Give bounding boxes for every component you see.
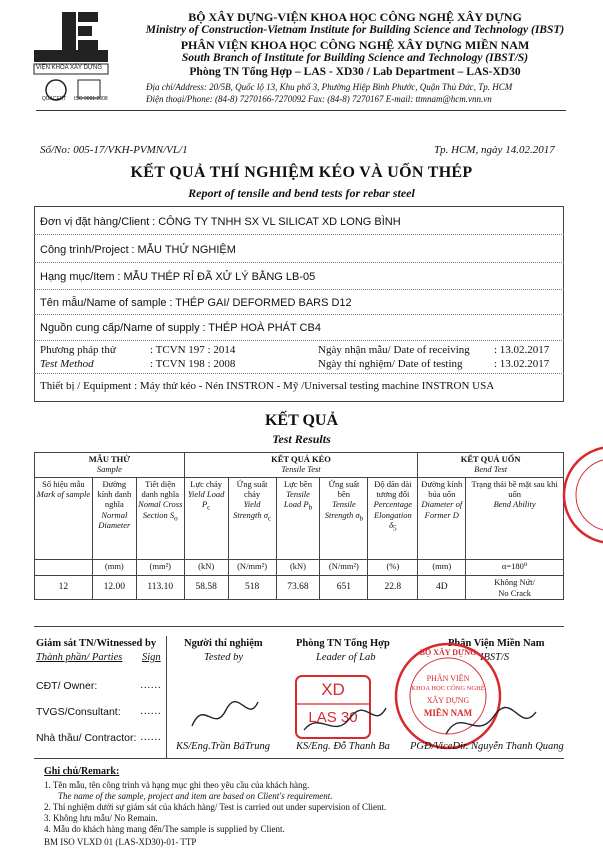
item-value: : MẪU THÉP RỈ ĐÃ XỬ LÝ BẰNG LB-05 <box>117 271 316 283</box>
supply-value: : THÉP HOÀ PHÁT CB4 <box>202 322 321 334</box>
table-column-header <box>35 478 564 560</box>
group-tensile <box>184 453 418 478</box>
branch-heading-en: IBST/S <box>480 652 510 663</box>
form-code: BM ISO VLXD 01 (LAS-XD30)-01- TTP <box>44 837 197 847</box>
col-area <box>136 478 184 560</box>
col-elongation-sub: 5 <box>393 524 397 533</box>
cell-state <box>466 576 564 600</box>
cell-state-2: No Crack <box>498 587 532 598</box>
stamp-round-top: BỘ XÂY DỰNG <box>419 648 477 657</box>
section-rule <box>34 626 564 627</box>
table-row <box>35 576 564 600</box>
col-yield-load-sub: c <box>207 504 211 513</box>
group-tensile-vi: KẾT QUẢ KÉO <box>271 454 331 464</box>
col-area-en: Nomal Cross Section S <box>138 499 183 520</box>
lab-signature <box>300 700 390 746</box>
report-subtitle: Report of tensile and bend tests for rebar steel <box>188 186 415 200</box>
unit-angle: α=180⁰ <box>466 560 564 576</box>
row-separator <box>34 262 564 263</box>
signature-divider <box>166 636 167 758</box>
group-bend-en: Bend Test <box>474 464 508 475</box>
equipment-value: : Máy thử kéo - Nén INSTRON - Mỹ /Universal testing machine INSTRON USA <box>134 380 495 392</box>
cell-tensile-strength: 651 <box>320 576 368 600</box>
branch-line-vi: PHÂN VIỆN KHOA HỌC CÔNG NGHỆ XÂY DỰNG MIỀN NAM <box>180 38 530 52</box>
client-row <box>40 216 401 228</box>
sample-label: Tên mẫu/Name of sample <box>40 297 167 309</box>
cell-yield-strength: 518 <box>228 576 276 600</box>
unit-former: (mm) <box>418 560 466 576</box>
stamp-xd-text: XD <box>321 680 345 699</box>
group-bend <box>418 453 564 478</box>
unit-tensile-load: (kN) <box>276 560 320 576</box>
results-subtitle: Test Results <box>272 432 331 446</box>
col-yield-load-vi: Lực chảy <box>190 479 223 489</box>
col-tensile-strength-en: Tensile Strength σ <box>324 499 360 520</box>
sample-row <box>40 297 352 309</box>
col-yield-strength <box>228 478 276 560</box>
col-mark-vi: Số hiệu mẫu <box>42 479 85 489</box>
branch-signature <box>440 700 540 746</box>
row-separator <box>34 340 564 341</box>
col-elongation-en: Percentage Elongation δ <box>373 499 413 530</box>
method-value-1: : TCVN 197 : 2014 <box>150 344 236 356</box>
col-yield-load <box>184 478 228 560</box>
col-area-sub: o <box>174 514 178 523</box>
row-separator <box>34 373 564 374</box>
quacert-mark: QUACERT <box>42 96 67 102</box>
cell-area: 113.10 <box>136 576 184 600</box>
unit-tensile-strength: (N/mm²) <box>320 560 368 576</box>
col-area-vi: Tiết diện danh nghĩa <box>141 479 180 500</box>
project-row <box>40 244 236 256</box>
col-tensile-strength-vi: Ứng suất bền <box>328 479 360 500</box>
stamp-las-text: LAS 30 <box>308 709 358 726</box>
client-value: : CÔNG TY TNHH SX VL SILICAT XD LONG BÌNH <box>152 216 401 228</box>
document-number: Số/No: 005-17/VKH-PVMN/VL/1 <box>40 144 188 156</box>
table-group-header <box>35 453 564 478</box>
col-tensile-load-vi: Lực bền <box>283 479 312 489</box>
col-tensile-load-en: Tensile Load P <box>283 489 310 510</box>
cell-yield-load: 58.58 <box>184 576 228 600</box>
cell-elongation: 22.8 <box>368 576 418 600</box>
col-elongation-vi: Độ dãn dài tương đối <box>374 479 412 500</box>
stamp-round-line4: MIỀN NAM <box>423 708 473 718</box>
col-state-vi: Trạng thái bề mặt sau khi uốn <box>471 479 558 500</box>
project-value: : MẪU THỬ NGHIỆM <box>131 244 236 256</box>
col-former-vi: Đường kính búa uốn <box>421 479 463 500</box>
owner-label: CĐT/ Owner: <box>36 680 98 692</box>
cell-tensile-load: 73.68 <box>276 576 320 600</box>
col-elongation <box>368 478 418 560</box>
testing-label: Ngày thí nghiệm/ Date of testing <box>318 358 463 370</box>
contractor-label: Nhà thầu/ Contractor: <box>36 732 137 744</box>
cell-state-1: Không Nứt/ <box>494 577 535 588</box>
owner-dots: …… <box>140 680 161 691</box>
group-sample-en: Sample <box>96 464 122 475</box>
item-row <box>40 271 315 283</box>
results-title: KẾT QUẢ <box>264 412 339 429</box>
tester-signature <box>186 690 266 740</box>
sign-label: Sign <box>142 652 161 663</box>
group-tensile-en: Tensile Test <box>281 464 321 475</box>
group-bend-vi: KẾT QUẢ UỐN <box>460 454 521 464</box>
address: Địa chỉ/Address: 20/5B, Quốc lộ 13, Khu phố 3, Phường Hiệp Bình Phước, Quận Thủ Đức, Tp. HCM <box>146 82 513 92</box>
col-former <box>418 478 466 560</box>
col-former-en: Diameter of Former D <box>421 499 463 520</box>
col-mark <box>35 478 93 560</box>
cell-mark: 12 <box>35 576 93 600</box>
consultant-label: TVGS/Consultant: <box>36 706 121 718</box>
col-tensile-load-sub: b <box>308 504 313 513</box>
testing-value: : 13.02.2017 <box>494 358 550 370</box>
section-rule <box>34 758 564 759</box>
col-yield-strength-sub: c <box>267 514 272 523</box>
cell-diam: 12.00 <box>92 576 136 600</box>
stamp-round-line1: PHÂN VIỆN <box>426 674 470 683</box>
unit-mark <box>35 560 93 576</box>
stamp-round-line2: KHOA HỌC CÔNG NGHỆ <box>411 685 485 692</box>
unit-area: (mm²) <box>136 560 184 576</box>
lab-line: Phòng TN Tổng Hợp – LAS - XD30 / Lab Department – LAS-XD30 <box>189 66 521 78</box>
supply-row <box>40 322 321 334</box>
item-label: Hạng mục/Item <box>40 271 115 283</box>
side-stamp <box>560 440 603 550</box>
remark-heading: Ghi chú/Remark: <box>44 766 120 777</box>
tester-heading: Người thí nghiệm <box>184 638 263 649</box>
row-separator <box>34 289 564 290</box>
remark-1-en: The name of the sample, project and item are based on Client's requirement. <box>58 791 333 801</box>
ministry-line-vi: BỘ XÂY DỰNG-VIỆN KHOA HỌC CÔNG NGHỆ XÂY DỰNG <box>188 10 522 24</box>
witness-heading: Giám sát TN/Witnessed by <box>36 638 157 649</box>
col-state-en: Bend Ability <box>493 499 536 510</box>
contractor-dots: …… <box>140 732 161 743</box>
col-mark-en: Mark of sample <box>36 489 91 500</box>
col-tensile-load <box>276 478 320 560</box>
header-rule <box>36 110 566 111</box>
col-tensile-strength-sub: b <box>359 514 364 523</box>
group-sample <box>35 453 185 478</box>
document-date: Tp. HCM, ngày 14.02.2017 <box>434 144 555 156</box>
branch-name: PGĐ/ViceDir. Nguyễn Thanh Quang <box>410 741 564 752</box>
col-yield-strength-en: Yield Strength σ <box>233 499 268 520</box>
row-separator <box>34 234 564 235</box>
row-separator <box>34 314 564 315</box>
cell-former: 4D <box>418 576 466 600</box>
equipment-label: Thiết bị / Equipment <box>40 380 132 392</box>
phone: Điện thoại/Phone: (84-8) 7270166-7270092 Fax: (84-8) 7270167 E-mail: ttmnam@hcm.vnn.vn <box>146 94 492 104</box>
unit-diam: (mm) <box>92 560 136 576</box>
method-label-vi: Phương pháp thử <box>40 344 116 356</box>
unit-yield-load: (kN) <box>184 560 228 576</box>
lab-heading: Phòng TN Tổng Hợp <box>296 638 390 649</box>
col-tensile-strength <box>320 478 368 560</box>
consultant-dots: …… <box>140 706 161 717</box>
group-sample-vi: MẪU THỬ <box>88 454 131 464</box>
client-label: Đơn vị đặt hàng/Client <box>40 216 150 228</box>
table-units-row <box>35 560 564 576</box>
remark-4: 4. Mẫu do khách hàng mang đến/The sample is supplied by Client. <box>44 824 285 834</box>
parties-label: Thành phần/ Parties <box>36 652 123 663</box>
col-yield-load-en: Yield Load P <box>187 489 225 510</box>
branch-line-en: South Branch of Institute for Building Science and Technology (IBST/S) <box>181 52 529 64</box>
project-label: Công trình/Project <box>40 244 129 256</box>
remark-2: 2. Thí nghiệm dưới sự giám sát của khách hàng/ Test is carried out under supervision of Client. <box>44 802 387 812</box>
iso-mark: ISO 9001:2008 <box>74 96 108 102</box>
receiving-value: : 13.02.2017 <box>494 344 550 356</box>
lab-heading-en: Leader of Lab <box>316 652 376 663</box>
branch-heading: Phân Viện Miền Nam <box>448 638 545 649</box>
unit-yield-strength: (N/mm²) <box>228 560 276 576</box>
sample-value: : THÉP GAI/ DEFORMED BARS D12 <box>169 297 352 309</box>
method-value-2: : TCVN 198 : 2008 <box>150 358 236 370</box>
ministry-line-en: Ministry of Construction-Vietnam Institute for Building Science and Technology (IBST) <box>145 24 565 36</box>
col-yield-strength-vi: Ứng suất chảy <box>236 479 268 500</box>
remark-1: 1. Tên mẫu, tên công trình và hạng mục ghi theo yêu cầu của khách hàng. <box>44 780 310 790</box>
supply-label: Nguồn cung cấp/Name of supply <box>40 322 200 334</box>
logo-caption: VIỆN KHOA XÂY DỰNG <box>36 65 103 71</box>
results-table <box>34 452 564 600</box>
unit-elongation: (%) <box>368 560 418 576</box>
ibst-logo <box>30 10 112 104</box>
receiving-label: Ngày nhận mẫu/ Date of receiving <box>318 344 470 356</box>
remark-3: 3. Không lưu mẫu/ No Remain. <box>44 813 158 823</box>
tester-name: KS/Eng.Trần BáTrung <box>176 741 270 752</box>
method-label-en: Test Method <box>40 358 94 370</box>
tester-heading-en: Tested by <box>204 652 243 663</box>
col-diam <box>92 478 136 560</box>
equipment-row <box>40 380 494 392</box>
col-state <box>466 478 564 560</box>
lab-name: KS/Eng. Đỗ Thanh Ba <box>296 741 390 752</box>
stamp-round-line3: XÂY DỰNG <box>426 696 470 705</box>
col-diam-en: Normal Diameter <box>98 509 131 530</box>
report-title: KẾT QUẢ THÍ NGHIỆM KÉO VÀ UỐN THÉP <box>130 164 473 181</box>
col-diam-vi: Đường kính danh nghĩa <box>97 479 132 510</box>
